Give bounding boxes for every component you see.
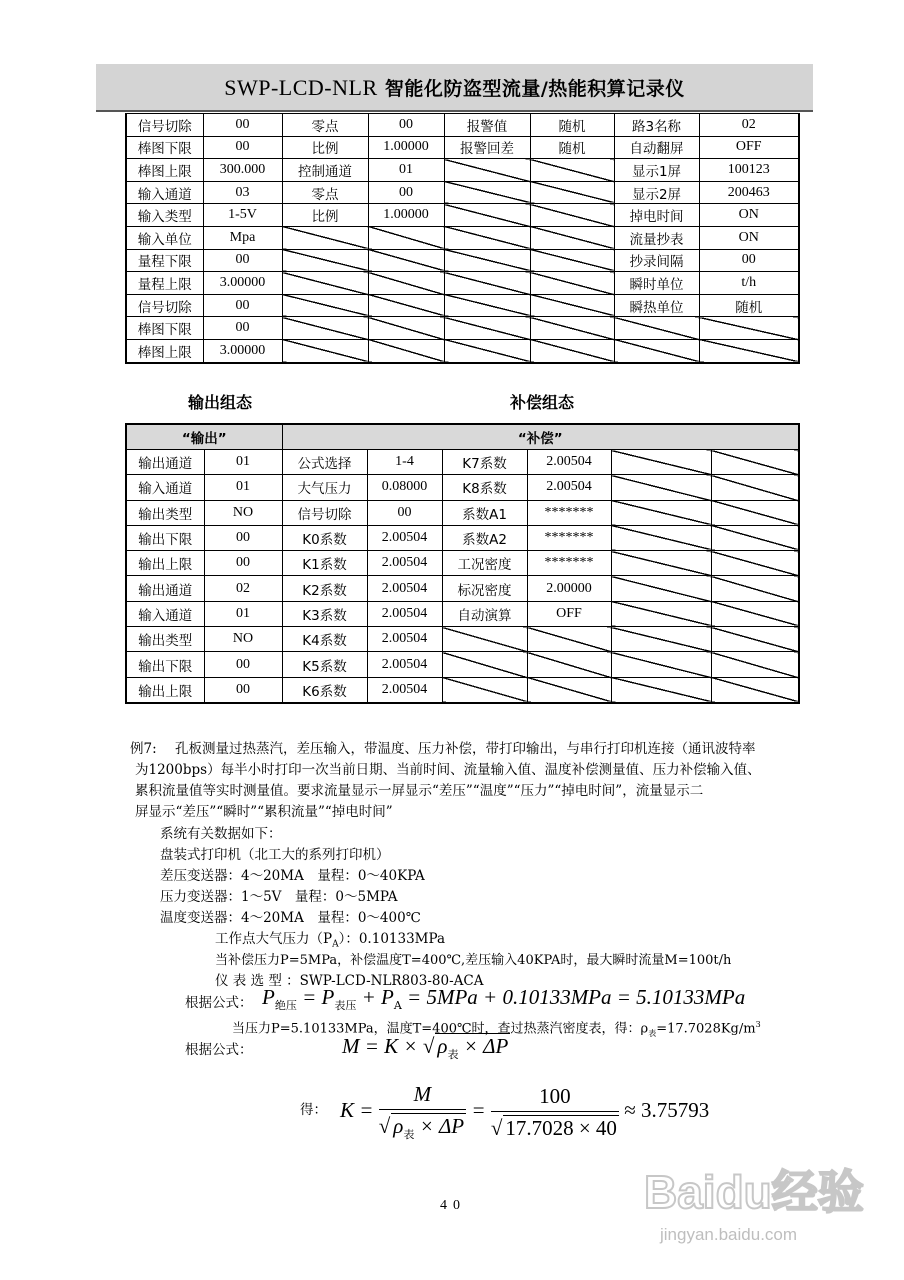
table2-cell: K0系数: [282, 525, 367, 550]
table1-cell: 200463: [699, 181, 799, 204]
table1-cell: 比例: [282, 136, 368, 159]
table2-cell: 2.00504: [367, 551, 442, 576]
page-title: SWP-LCD-NLR 智能化防盗型流量/热能积算记录仪: [224, 74, 685, 100]
instrument-model: 仪 表 选 型 ：SWP-LCD-NLR803-80-ACA: [215, 973, 484, 989]
table1-cell: 自动翻屏: [614, 136, 699, 159]
page-header: [96, 64, 813, 112]
table2-cell: [611, 576, 711, 601]
table2-cell: 00: [204, 551, 282, 576]
table2-cell: K7系数: [442, 450, 527, 475]
table1-cell: [368, 249, 444, 272]
table1-cell: 随机: [530, 136, 614, 159]
page-number: 40: [440, 1198, 466, 1213]
table2-cell: K2系数: [282, 576, 367, 601]
table2-cell: 2.00000: [527, 576, 611, 601]
dp-transmitter-spec: 差压变送器：4～20MA 量程：0～40KPA: [160, 868, 425, 884]
table1-cell: t/h: [699, 272, 799, 295]
table2-cell: [611, 525, 711, 550]
table2-cell: 01: [204, 601, 282, 626]
table1-cell: 1.00000: [368, 136, 444, 159]
table1-cell: [368, 317, 444, 340]
table1-row: [126, 272, 799, 295]
table2-cell: [711, 627, 799, 652]
table2-row: [126, 525, 799, 550]
table1-cell: 100123: [699, 159, 799, 182]
table1-cell: [444, 226, 530, 249]
table1-cell: 03: [203, 181, 282, 204]
baidu-watermark-logo: [638, 1150, 878, 1250]
table1-cell: [282, 294, 368, 317]
table1-cell: 零点: [282, 181, 368, 204]
output-header: “输出”: [126, 424, 282, 450]
table1-cell: 00: [699, 249, 799, 272]
table2-cell: 标况密度: [442, 576, 527, 601]
formula-basis-label-2: 根据公式：: [185, 1042, 253, 1058]
config-table-output-comp: [125, 423, 800, 704]
table1-cell: [368, 272, 444, 295]
example-paragraph-line3: 累积流量值等实时测量值。要求流量显示一屏显示“差压”“温度”“压力”“掉电时间”，流量显示二: [135, 783, 704, 799]
table2-cell: *******: [527, 500, 611, 525]
table2-cell: K4系数: [282, 627, 367, 652]
table1-cell: 3.00000: [203, 339, 282, 362]
table2-cell: 输出上限: [126, 551, 204, 576]
table2-cell: [611, 475, 711, 500]
table1-row: [126, 114, 799, 137]
table2-cell: [611, 450, 711, 475]
table1-cell: Mpa: [203, 226, 282, 249]
table1-cell: [530, 317, 614, 340]
comp-header: “补偿”: [282, 424, 799, 450]
system-data-heading: 系统有关数据如下：: [160, 826, 282, 842]
table1-cell: [282, 272, 368, 295]
table2-cell: 01: [204, 475, 282, 500]
table1-cell: 棒图下限: [126, 136, 203, 159]
table2-cell: 2.00504: [367, 652, 442, 677]
table2-cell: [611, 500, 711, 525]
table2-cell: [611, 652, 711, 677]
table2-cell: [711, 551, 799, 576]
table2-cell: 00: [367, 500, 442, 525]
table1-cell: 00: [368, 114, 444, 137]
table1-cell: [444, 294, 530, 317]
table2-cell: 大气压力: [282, 475, 367, 500]
table2-cell: K6系数: [282, 677, 367, 703]
table1-cell: 掉电时间: [614, 204, 699, 227]
table1-cell: 比例: [282, 204, 368, 227]
table2-cell: 输出下限: [126, 652, 204, 677]
table1-row: [126, 181, 799, 204]
table1-cell: [530, 249, 614, 272]
table1-cell: ON: [699, 226, 799, 249]
table2-row: [126, 551, 799, 576]
table2-row: [126, 601, 799, 626]
table2-cell: NO: [204, 500, 282, 525]
table1-row: [126, 249, 799, 272]
table2-cell: 2.00504: [367, 525, 442, 550]
table1-cell: 量程下限: [126, 249, 203, 272]
table2-cell: 1-4: [367, 450, 442, 475]
example-label: 例7:: [130, 741, 157, 757]
table1-cell: [282, 226, 368, 249]
table1-row: [126, 339, 799, 362]
table1-cell: 输入类型: [126, 204, 203, 227]
table1-cell: 1.00000: [368, 204, 444, 227]
table2-cell: [527, 652, 611, 677]
table1-cell: 300.000: [203, 159, 282, 182]
table2-cell: 2.00504: [367, 677, 442, 703]
table2-cell: 输出上限: [126, 677, 204, 703]
pressure-transmitter-spec: 压力变送器：1～5V 量程：0～5MPA: [160, 889, 398, 905]
table2-cell: [711, 677, 799, 703]
table1-cell: [530, 294, 614, 317]
formula-k-result: K = $\frac{M}{√ \rho_表 \times \Delta P}$ = $\frac{100}{√ 17.7028 \times 40}$ ≈ 3.75793: [340, 1082, 710, 1142]
table2-cell: 2.00504: [527, 475, 611, 500]
table2-row: [126, 627, 799, 652]
table2-cell: 工况密度: [442, 551, 527, 576]
table1-row: [126, 317, 799, 340]
atm-pressure-spec: 工作点大气压力$(P_A)$：0.10133MPa: [215, 931, 446, 950]
example-paragraph-line1: 孔板测量过热蒸汽，差压输入，带温度、压力补偿，带打印输出，与串行打印机连接（通讯波特率: [175, 741, 756, 757]
formula-flow: M = K × √ $\rho_表 \times \Delta P$: [342, 1034, 509, 1062]
table1-cell: [444, 272, 530, 295]
table2-cell: [711, 576, 799, 601]
table2-cell: 公式选择: [282, 450, 367, 475]
table2-cell: 00: [204, 652, 282, 677]
table1-cell: [530, 226, 614, 249]
table1-cell: 01: [368, 159, 444, 182]
table2-cell: 输出通道: [126, 576, 204, 601]
table2-cell: 2.00504: [367, 576, 442, 601]
table1-cell: 随机: [699, 294, 799, 317]
table1-cell: [444, 249, 530, 272]
table1-cell: 00: [203, 114, 282, 137]
result-label: 得：: [300, 1102, 327, 1118]
formula-absolute-pressure: $P_{绝压} = P_{表压} + P_A = 5MPa + 0.10133MPa = 5.10133MPa$: [262, 985, 746, 1013]
table1-cell: 抄录间隔: [614, 249, 699, 272]
table1-cell: [444, 339, 530, 362]
table1-row: [126, 294, 799, 317]
formula-basis-label-1: 根据公式：: [185, 995, 253, 1011]
example-paragraph-line2: 为1200bps）每半小时打印一次当前日期、当前时间、流量输入值、温度补偿测量值、压力补偿输入值、: [135, 762, 761, 778]
table2-cell: 2.00504: [527, 450, 611, 475]
table1-cell: [614, 339, 699, 362]
table2-cell: 输出通道: [126, 450, 204, 475]
table1-cell: 00: [203, 249, 282, 272]
table2-cell: [711, 500, 799, 525]
table2-cell: K1系数: [282, 551, 367, 576]
table2-cell: 信号切除: [282, 500, 367, 525]
temperature-transmitter-spec: 温度变送器：4～20MA 量程：0～400℃: [160, 910, 421, 926]
table2-row: [126, 677, 799, 703]
table2-cell: 系数A1: [442, 500, 527, 525]
table1-cell: 报警回差: [444, 136, 530, 159]
table2-cell: [711, 652, 799, 677]
table1-cell: 瞬时单位: [614, 272, 699, 295]
table2-row: [126, 652, 799, 677]
table2-cell: [711, 525, 799, 550]
table1-cell: 00: [203, 136, 282, 159]
table1-cell: OFF: [699, 136, 799, 159]
table1-cell: 零点: [282, 114, 368, 137]
table1-cell: 报警值: [444, 114, 530, 137]
table1-cell: [368, 339, 444, 362]
table1-cell: 量程上限: [126, 272, 203, 295]
table2-cell: 系数A2: [442, 525, 527, 550]
table2-cell: [611, 551, 711, 576]
table2-cell: [611, 677, 711, 703]
table1-cell: [530, 181, 614, 204]
table1-cell: 流量抄表: [614, 226, 699, 249]
table1-cell: 随机: [530, 114, 614, 137]
table1-cell: 信号切除: [126, 114, 203, 137]
table2-row: [126, 450, 799, 475]
table2-cell: 输出类型: [126, 627, 204, 652]
table1-cell: 显示1屏: [614, 159, 699, 182]
table1-cell: [444, 159, 530, 182]
table1-cell: [530, 159, 614, 182]
table2-cell: 输入通道: [126, 475, 204, 500]
table1-row: [126, 159, 799, 182]
table2-cell: 自动演算: [442, 601, 527, 626]
table2-cell: 2.00504: [367, 627, 442, 652]
table1-row: [126, 226, 799, 249]
table2-cell: 输入通道: [126, 601, 204, 626]
table2-row: [126, 500, 799, 525]
table1-cell: 1-5V: [203, 204, 282, 227]
table2-cell: [611, 601, 711, 626]
comp-config-label: 补偿组态: [510, 393, 575, 412]
table1-cell: 3.00000: [203, 272, 282, 295]
table1-cell: [614, 317, 699, 340]
table2-cell: K8系数: [442, 475, 527, 500]
table1-cell: [282, 339, 368, 362]
table2-cell: 输出下限: [126, 525, 204, 550]
table1-cell: 输入通道: [126, 181, 203, 204]
table1-cell: [444, 204, 530, 227]
table2-cell: [711, 475, 799, 500]
table1-cell: 00: [203, 294, 282, 317]
table1-cell: 棒图上限: [126, 159, 203, 182]
table2-cell: 0.08000: [367, 475, 442, 500]
example-paragraph-line4: 屏显示“差压”“瞬时”“累积流量”“掉电时间”: [135, 804, 393, 820]
table1-cell: 棒图上限: [126, 339, 203, 362]
table1-cell: ON: [699, 204, 799, 227]
table1-cell: [282, 249, 368, 272]
table1-cell: [444, 181, 530, 204]
table2-cell: 00: [204, 677, 282, 703]
table1-row: [126, 204, 799, 227]
table1-cell: [368, 226, 444, 249]
max-flow-spec: 当补偿压力P=5MPa，补偿温度T=400℃,差压输入40KPA时，最大瞬时流量M=100t/h: [215, 953, 732, 968]
table2-cell: [711, 601, 799, 626]
fraction-2: $\frac{100}{√ 17.7028 \times 40}$: [490, 1083, 617, 1140]
table1-cell: [530, 204, 614, 227]
fraction-1: $\frac{M}{√ \rho_表 \times \Delta P}$: [378, 1082, 465, 1142]
table1-row: [126, 136, 799, 159]
table1-cell: 02: [699, 114, 799, 137]
table1-cell: 输入单位: [126, 226, 203, 249]
table2-cell: [527, 627, 611, 652]
table1-cell: 00: [368, 181, 444, 204]
printer-spec: 盘装式打印机（北工大的系列打印机）: [160, 847, 390, 863]
table1-cell: [530, 339, 614, 362]
table1-cell: 00: [203, 317, 282, 340]
table2-cell: *******: [527, 525, 611, 550]
table1-cell: [530, 272, 614, 295]
watermark-brand: Baidu经验: [644, 1166, 864, 1218]
table2-cell: [442, 677, 527, 703]
table1-cell: [368, 294, 444, 317]
table1-cell: [699, 339, 799, 362]
table2-cell: 输出类型: [126, 500, 204, 525]
output-config-label: 输出组态: [188, 393, 253, 412]
table2-cell: 2.00504: [367, 601, 442, 626]
table1-cell: [444, 317, 530, 340]
table1-cell: 棒图下限: [126, 317, 203, 340]
table2-cell: 02: [204, 576, 282, 601]
table2-cell: [442, 652, 527, 677]
config-table-top: [125, 113, 800, 364]
table2-cell: *******: [527, 551, 611, 576]
table1-cell: [699, 317, 799, 340]
table1-cell: 路3名称: [614, 114, 699, 137]
watermark-url: jingyan.baidu.com: [660, 1225, 798, 1244]
table1-cell: 瞬热单位: [614, 294, 699, 317]
table2-cell: [527, 677, 611, 703]
table2-cell: OFF: [527, 601, 611, 626]
density-lookup: 当压力P=5.10133MPa，温度T=400℃时，查过热蒸汽密度表，得：$\rho_表=17.7028Kg/m^3$: [232, 1020, 761, 1038]
table2-cell: K5系数: [282, 652, 367, 677]
table1-cell: 信号切除: [126, 294, 203, 317]
table2-cell: [442, 627, 527, 652]
table2-cell: 01: [204, 450, 282, 475]
table2-cell: 00: [204, 525, 282, 550]
table2-cell: K3系数: [282, 601, 367, 626]
table2-cell: NO: [204, 627, 282, 652]
table2-row: [126, 576, 799, 601]
table1-cell: [282, 317, 368, 340]
table1-cell: 控制通道: [282, 159, 368, 182]
table1-cell: 显示2屏: [614, 181, 699, 204]
table2-row: [126, 475, 799, 500]
table2-cell: [611, 627, 711, 652]
table2-cell: [711, 450, 799, 475]
